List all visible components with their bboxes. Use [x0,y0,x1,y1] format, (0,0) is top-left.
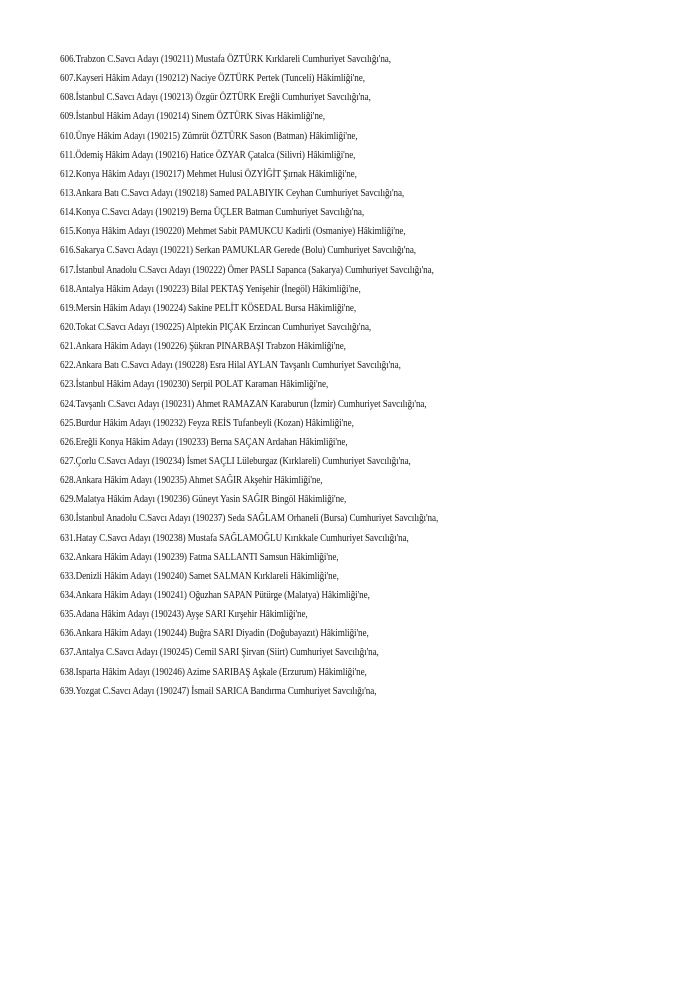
list-item: 627.Çorlu C.Savcı Adayı (190234) İsmet SAÇLI Lüleburgaz (Kırklareli) Cumhuriyet Savcılığı'na, [60,455,411,467]
list-item: 637.Antalya C.Savcı Adayı (190245) Cemil SARI Şirvan (Siirt) Cumhuriyet Savcılığı'na, [60,647,379,659]
list-item: 615.Konya Hâkim Adayı (190220) Mehmet Sabit PAMUKCU Kadirli (Osmaniye) Hâkimliği'ne, [60,226,406,238]
list-item: 622.Ankara Batı C.Savcı Adayı (190228) Esra Hilal AYLAN Tavşanlı Cumhuriyet Savcılığı'na, [60,360,401,372]
list-item: 621.Ankara Hâkim Adayı (190226) Şükran PINARBAŞI Trabzon Hâkimliği'ne, [60,341,346,353]
list-item: 626.Ereğli Konya Hâkim Adayı (190233) Berna SAÇAN Ardahan Hâkimliği'ne, [60,436,348,448]
list-item: 608.İstanbul C.Savcı Adayı (190213) Özgür ÖZTÜRK Ereğli Cumhuriyet Savcılığı'na, [60,92,371,104]
list-item: 614.Konya C.Savcı Adayı (190219) Berna ÜÇLER Batman Cumhuriyet Savcılığı'na, [60,207,365,219]
list-item: 617.İstanbul Anadolu C.Savcı Adayı (190222) Ömer PASLI Sapanca (Sakarya) Cumhuriyet Savcılığı'na, [60,264,434,276]
list-item: 634.Ankara Hâkim Adayı (190241) Oğuzhan SAPAN Pütürge (Malatya) Hâkimliği'ne, [60,589,370,601]
list-item: 613.Ankara Batı C.Savcı Adayı (190218) Samed PALABIYIK Ceyhan Cumhuriyet Savcılığı'na, [60,187,405,199]
list-item: 635.Adana Hâkim Adayı (190243) Ayşe SARI Kırşehir Hâkimliği'ne, [60,609,308,621]
list-item: 630.İstanbul Anadolu C.Savcı Adayı (190237) Seda SAĞLAM Orhaneli (Bursa) Cumhuriyet Savcılığı'na, [60,513,439,525]
list-item: 612.Konya Hâkim Adayı (190217) Mehmet Hulusi ÖZYİĞİT Şırnak Hâkimliği'ne, [60,168,357,180]
list-item: 623.İstanbul Hâkim Adayı (190230) Serpil POLAT Karaman Hâkimliği'ne, [60,379,329,391]
list-item: 638.Isparta Hâkim Adayı (190246) Azime SARIBAŞ Aşkale (Erzurum) Hâkimliği'ne, [60,666,367,678]
list-item: 610.Ünye Hâkim Adayı (190215) Zümrüt ÖZTÜRK Sason (Batman) Hâkimliği'ne, [60,130,358,142]
list-item: 618.Antalya Hâkim Adayı (190223) Bilal PEKTAŞ Yenişehir (İnegöl) Hâkimliği'ne, [60,283,361,295]
list-item: 609.İstanbul Hâkim Adayı (190214) Sinem ÖZTÜRK Sivas Hâkimliği'ne, [60,111,325,123]
list-item: 636.Ankara Hâkim Adayı (190244) Buğra SARI Diyadin (Doğubayazıt) Hâkimliği'ne, [60,628,369,640]
list-item: 633.Denizli Hâkim Adayı (190240) Samet SALMAN Kırklareli Hâkimliği'ne, [60,570,339,582]
appointment-list [60,50,680,701]
list-item: 611.Ödemiş Hâkim Adayı (190216) Hatice ÖZYAR Çatalca (Silivri) Hâkimliği'ne, [60,149,356,161]
list-item: 631.Hatay C.Savcı Adayı (190238) Mustafa SAĞLAMOĞLU Kırıkkale Cumhuriyet Savcılığı'na, [60,532,409,544]
list-item: 632.Ankara Hâkim Adayı (190239) Fatma SALLANTI Samsun Hâkimliği'ne, [60,551,339,563]
list-item: 620.Tokat C.Savcı Adayı (190225) Alptekin PIÇAK Erzincan Cumhuriyet Savcılığı'na, [60,321,372,333]
list-item: 606.Trabzon C.Savcı Adayı (190211) Mustafa ÖZTÜRK Kırklareli Cumhuriyet Savcılığı'na, [60,54,391,65]
list-item: 616.Sakarya C.Savcı Adayı (190221) Serkan PAMUKLAR Gerede (Bolu) Cumhuriyet Savcılığı'na, [60,245,416,257]
list-item: 625.Burdur Hâkim Adayı (190232) Feyza REİS Tufanbeyli (Kozan) Hâkimliği'ne, [60,417,354,429]
list-item: 624.Tavşanlı C.Savcı Adayı (190231) Ahmet RAMAZAN Karaburun (İzmir) Cumhuriyet Savcılığı'na, [60,398,427,410]
list-item: 629.Malatya Hâkim Adayı (190236) Güneyt Yasin SAĞIR Bingöl Hâkimliği'ne, [60,494,347,506]
list-item: 639.Yozgat C.Savcı Adayı (190247) İsmail SARICA Bandırma Cumhuriyet Savcılığı'na, [60,685,377,697]
list-item: 628.Ankara Hâkim Adayı (190235) Ahmet SAĞIR Akşehir Hâkimliği'ne, [60,475,323,487]
list-item: 607.Kayseri Hâkim Adayı (190212) Naciye ÖZTÜRK Pertek (Tunceli) Hâkimliği'ne, [60,73,365,85]
list-item: 619.Mersin Hâkim Adayı (190224) Sakine PELİT KÖSEDAL Bursa Hâkimliği'ne, [60,302,357,314]
